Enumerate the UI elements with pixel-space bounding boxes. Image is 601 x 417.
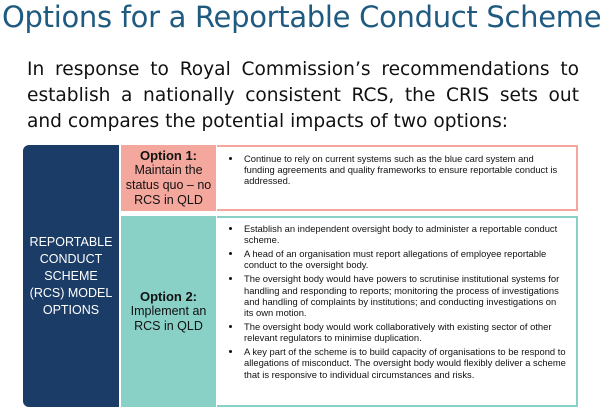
option2-bullet: • The oversight body would work collaboratively with existing sector of other relevant regulators to minimise duplication. bbox=[242, 321, 566, 343]
option1-box bbox=[121, 145, 216, 211]
option2-box bbox=[121, 216, 216, 407]
intro-paragraph: In response to Royal Commission’s recommendations to establish a nationally consistent RCS, the CRIS sets out and compares the potential impacts of two options: bbox=[27, 59, 579, 132]
option2-bullet: • A head of an organisation must report allegations of employee reportable conduct to the oversight body. bbox=[242, 248, 566, 270]
option2-bullet: • Establish an independent oversight body to administer a reportable conduct scheme. bbox=[242, 223, 566, 245]
left-label-text: REPORTABLE CONDUCT SCHEME (RCS) MODEL OPTIONS bbox=[29, 234, 113, 317]
option2-subtitle: Implement an RCS in QLD bbox=[130, 304, 207, 333]
option1-details bbox=[217, 145, 578, 211]
rcs-model-options-label bbox=[23, 145, 119, 407]
option1-heading: Option 1: bbox=[139, 148, 198, 163]
option2-details bbox=[217, 216, 578, 407]
option2-bullet: • The oversight body would have powers to scrutinise institutional systems for handling and responding to reports; monitoring the process of investigations and handling of complaints by institutions; and conducting investigations on its own motion. bbox=[242, 273, 566, 318]
slide-title: Options for a Reportable Conduct Scheme bbox=[2, 0, 601, 34]
option2-bullet: • A key part of the scheme is to build capacity of organisations to be respond to allegations of misconduct. The oversight body would flexibly deliver a scheme that is responsive to individual circumstances and risks. bbox=[242, 346, 566, 380]
option2-heading: Option 2: bbox=[139, 289, 198, 304]
option1-subtitle: Maintain the status quo – no RCS in QLD bbox=[125, 163, 212, 207]
option1-bullet: • Continue to rely on current systems such as the blue card system and funding agreements and quality frameworks to ensure reportable conduct is addressed. bbox=[242, 153, 566, 187]
